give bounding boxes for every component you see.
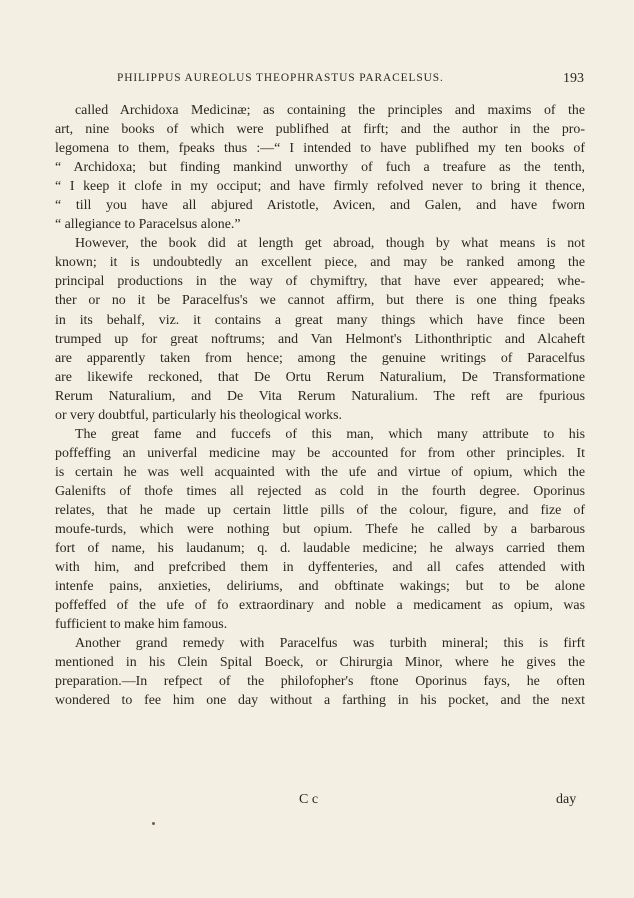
text-line: Another grand remedy with Paracelfus was turbith mineral; this is firft: [75, 636, 585, 652]
text-line: “ I keep it clofe in my occiput; and have firmly refolved never to bring it thence,: [55, 179, 585, 195]
running-head: PHILIPPUS AUREOLUS THEOPHRASTUS PARACELSUS.: [117, 72, 444, 84]
text-line: relates, that he made up certain little pills of the colour, figure, and fize of: [55, 502, 585, 518]
text-line: legomena to them, fpeaks thus :—“ I intended to have publifhed my ten books of: [55, 141, 585, 157]
text-line: moufe-turds, which were nothing but opium. Thefe he called by a barbarous: [55, 522, 585, 538]
text-line: However, the book did at length get abroad, though by what means is not: [75, 236, 585, 252]
text-line: The great fame and fuccefs of this man, which many attribute to his: [75, 426, 585, 442]
text-line: trumped up for great noftrums; and Van Helmont's Lithonthriptic and Alcaheft: [55, 331, 585, 347]
page-number: 193: [563, 71, 584, 86]
text-line: with him, and prefcribed them in dyffenteries, and all cafes attended with: [55, 560, 585, 576]
signature-mark: C c: [299, 792, 319, 807]
text-line: poffeffing an univerfal medicine may be accounted for from other principles. It: [55, 445, 585, 461]
text-line: Galenifts of thofe times all rejected as cold in the fourth degree. Oporinus: [55, 483, 585, 499]
text-line: Rerum Naturalium, and De Vita Rerum Naturalium. The reft are fpurious: [55, 388, 585, 404]
text-line: known; it is undoubtedly an excellent piece, and may be ranked among the: [55, 255, 585, 271]
text-line: poffeffed of the ufe of fo extraordinary and noble a medicament as opium, was: [55, 598, 585, 614]
text-line: called Archidoxa Medicinæ; as containing the principles and maxims of the: [75, 103, 585, 118]
body-text: [55, 101, 585, 711]
text-line: is certain he was well acquainted with the ufe and virtue of opium, which the: [55, 464, 585, 480]
text-line: fufficient to make him famous.: [55, 617, 228, 633]
text-line: principal productions in the way of chymiftry, that have ever appeared; whe-: [55, 274, 585, 290]
text-line: ther or no it be Paracelfus's we cannot affirm, but there is one thing fpeaks: [55, 293, 585, 309]
text-line: in its behalf, viz. it contains a great many things which have fince been: [55, 312, 585, 328]
text-line: art, nine books of which were publifhed at firft; and the author in the pro-: [55, 122, 585, 138]
text-line: preparation.—In refpect of the philofopher's ftone Oporinus fays, he often: [55, 674, 585, 690]
text-line: fort of name, his laudanum; q. d. laudable medicine; he always carried them: [55, 541, 585, 557]
text-line: “ allegiance to Paracelsus alone.”: [55, 217, 241, 233]
text-line: “ Archidoxa; but finding mankind unworthy of fuch a treafure as the tenth,: [55, 160, 585, 176]
ink-speck: [152, 822, 155, 825]
text-line: “ till you have all abjured Aristotle, Avicen, and Galen, and have fworn: [55, 198, 585, 214]
page-header: [0, 72, 634, 92]
catchword: day: [556, 792, 577, 807]
text-line: mentioned in his Clein Spital Boeck, or Chirurgia Minor, where he gives the: [55, 655, 585, 671]
page-footer: [0, 792, 634, 812]
text-line: are apparently taken from hence; among the genuine writings of Paracelfus: [55, 350, 585, 366]
text-line: intenfe pains, anxieties, deliriums, and obftinate wakings; but to be alone: [55, 579, 585, 595]
text-line: are likewife reckoned, that De Ortu Rerum Naturalium, De Transformatione: [55, 369, 585, 385]
text-line: wondered to fee him one day without a farthing in his pocket, and the next: [55, 693, 585, 709]
text-line: or very doubtful, particularly his theological works.: [55, 407, 343, 423]
